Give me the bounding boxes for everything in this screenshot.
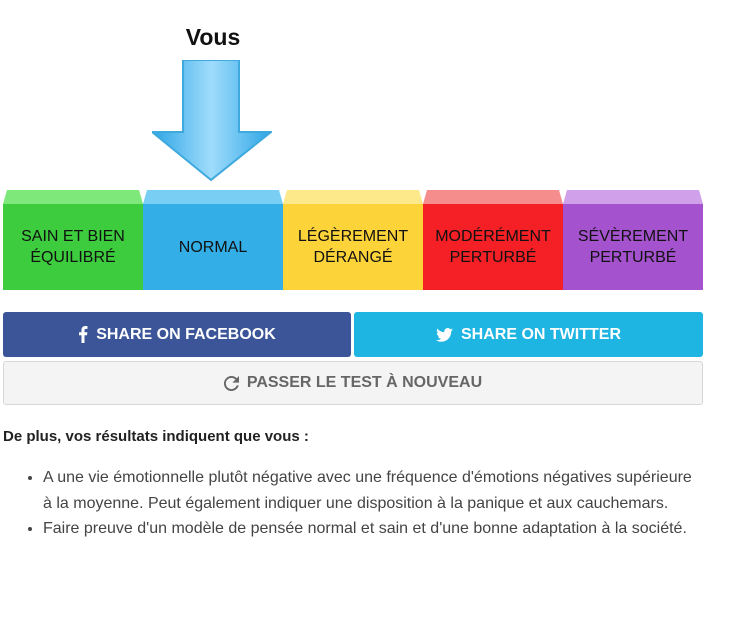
scale-segment-top xyxy=(563,190,703,204)
twitter-icon xyxy=(436,328,453,342)
scale-segment-healthy xyxy=(3,190,143,290)
scale-segment-top xyxy=(143,190,283,204)
you-marker-arrow-icon xyxy=(152,60,272,182)
retake-test-button[interactable] xyxy=(3,361,703,405)
scale-segment-label: SAIN ET BIEN ÉQUILIBRÉ xyxy=(21,228,125,266)
scale-segment-moderately-disturbed xyxy=(423,190,563,290)
scale-segment-normal xyxy=(143,190,283,290)
scale-segment-label: SÉVÈREMENT PERTURBÉ xyxy=(577,228,689,266)
scale-segment-label: NORMAL xyxy=(178,238,248,256)
results-list xyxy=(3,465,703,542)
scale-segment-severely-disturbed xyxy=(563,190,703,290)
facebook-icon xyxy=(78,326,88,343)
scale-segment-face xyxy=(283,204,423,290)
results-list-item: • Faire preuve d'un modèle de pensée normal et sain et d'une bonne adaptation à la société. xyxy=(43,516,703,542)
scale-segment-face xyxy=(423,204,563,290)
result-scale xyxy=(3,190,703,290)
scale-segment-face xyxy=(563,204,703,290)
share-facebook-label: SHARE ON FACEBOOK xyxy=(96,325,276,343)
retake-test-label: PASSER LE TEST À NOUVEAU xyxy=(246,374,483,391)
results-list-item: • A une vie émotionnelle plutôt négative avec une fréquence d'émotions négatives supérieure à la moyenne. Peut également indiquer une disposition à la panique et aux cauchemars. xyxy=(43,465,703,516)
scale-segment-top xyxy=(283,190,423,204)
scale-segment-label: LÉGÈREMENT DÉRANGÉ xyxy=(297,228,409,266)
results-heading: De plus, vos résultats indiquent que vous : xyxy=(3,428,309,445)
scale-segment-top xyxy=(3,190,143,204)
refresh-icon xyxy=(224,376,239,391)
you-marker-label: Vous xyxy=(185,24,241,50)
scale-segment-top xyxy=(423,190,563,204)
share-twitter-button[interactable] xyxy=(354,312,703,357)
share-facebook-button[interactable] xyxy=(3,312,351,357)
share-twitter-label: SHARE ON TWITTER xyxy=(461,325,621,343)
scale-segment-face xyxy=(143,204,283,290)
scale-segment-label: MODÉRÉMENT PERTURBÉ xyxy=(435,228,551,266)
scale-segment-slightly-disturbed xyxy=(283,190,423,290)
scale-segment-face xyxy=(3,204,143,290)
